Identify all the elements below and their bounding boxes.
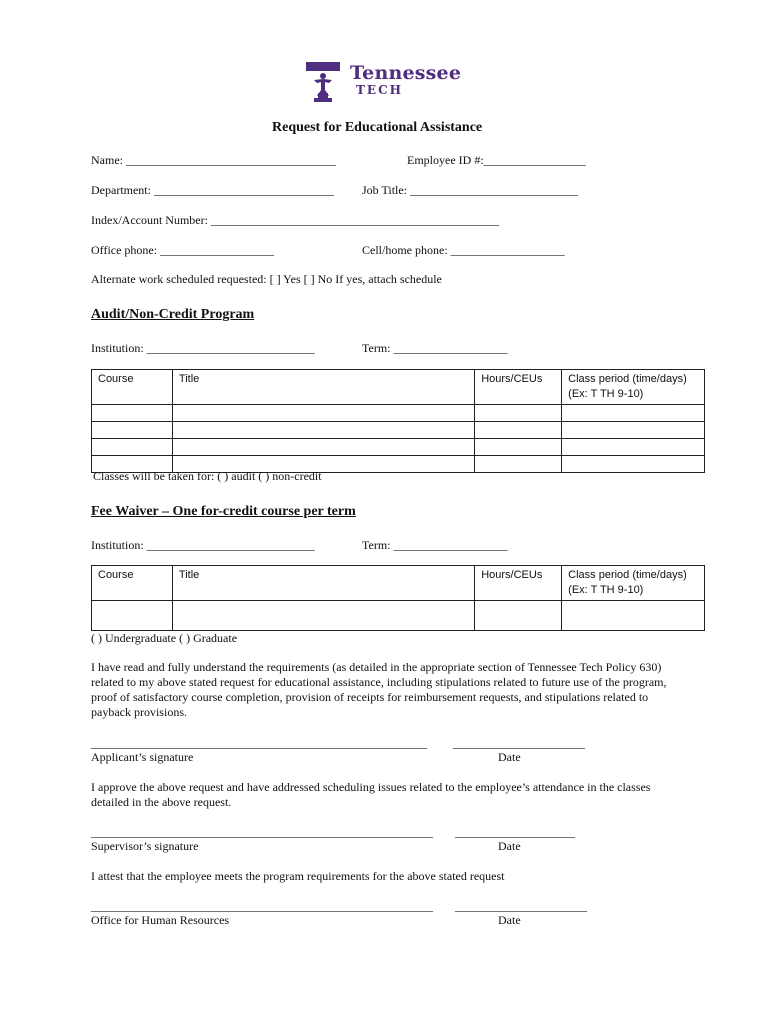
index-account-field[interactable]: Index/Account Number: ________________________________________________	[91, 213, 499, 227]
supervisor-date-label: Date	[498, 839, 521, 853]
logo-text-tech: TECH	[356, 83, 403, 97]
table-row[interactable]	[92, 422, 705, 439]
logo-text-tennessee: Tennessee	[350, 62, 462, 84]
column-header-course: Course	[98, 373, 134, 385]
audit-institution-field[interactable]: Institution: ____________________________	[91, 341, 315, 355]
column-header-class-period: Class period (time/days) (Ex: T TH 9-10)	[568, 373, 687, 400]
table-header-row	[92, 370, 705, 405]
column-header-hours: Hours/CEUs	[481, 569, 543, 581]
column-header-hours: Hours/CEUs	[481, 373, 543, 385]
supervisor-signature-line[interactable]: _________________________________________________________	[91, 825, 433, 839]
fee-waiver-section-heading: Fee Waiver – One for-credit course per term	[91, 504, 356, 519]
audit-course-table	[91, 369, 705, 473]
column-header-title: Title	[178, 373, 200, 385]
column-header-class-period: Class period (time/days) (Ex: T TH 9-10)	[568, 569, 687, 596]
job-title-field[interactable]: Job Title: ____________________________	[362, 183, 579, 197]
table-row[interactable]	[92, 405, 705, 422]
hr-date-label: Date	[498, 913, 521, 927]
supervisor-approval-statement: I approve the above request and have addressed scheduling issues related to the employee’s attendance in the classes detailed in the above request.	[91, 780, 651, 809]
hr-signature-label: Office for Human Resources	[91, 913, 230, 927]
office-phone-field[interactable]: Office phone: ___________________	[91, 243, 275, 257]
hr-date-line[interactable]: ______________________	[455, 899, 587, 913]
supervisor-signature-label: Supervisor’s signature	[91, 839, 199, 853]
audit-term-field[interactable]: Term: ___________________	[362, 341, 508, 355]
alternate-schedule-field[interactable]: Alternate work scheduled requested: [ ] Yes [ ] No If yes, attach schedule	[91, 272, 442, 286]
tennessee-tech-logo	[304, 60, 474, 104]
tt-logo-mark-icon	[304, 60, 344, 104]
hr-signature-line[interactable]: _________________________________________________________	[91, 899, 433, 913]
table-row[interactable]	[92, 601, 705, 631]
classes-taken-for-options[interactable]: Classes will be taken for: ( ) audit ( ) non-credit	[93, 469, 322, 483]
cell-phone-field[interactable]: Cell/home phone: ___________________	[362, 243, 565, 257]
department-field[interactable]: Department: ______________________________	[91, 183, 334, 197]
applicant-date-label: Date	[498, 750, 521, 764]
fee-waiver-institution-field[interactable]: Institution: ____________________________	[91, 538, 315, 552]
applicant-date-line[interactable]: ______________________	[453, 736, 585, 750]
fee-waiver-course-table	[91, 565, 705, 631]
fee-waiver-term-field[interactable]: Term: ___________________	[362, 538, 508, 552]
audit-section-heading: Audit/Non-Credit Program	[91, 307, 255, 322]
column-header-course: Course	[98, 569, 134, 581]
requirements-statement: I have read and fully understand the requirements (as detailed in the appropriate section of Tennessee Tech Policy 630) related to my above stated request for educational assistance, including stipulations related to future use of the program, proof of satisfactory course completion, provision of receipts for reimbursement requests, and stipulations related to payback provisions.	[91, 660, 667, 719]
table-header-row	[92, 566, 705, 601]
applicant-signature-line[interactable]: ________________________________________________________	[91, 736, 427, 750]
employee-id-field[interactable]: Employee ID #:_________________	[407, 153, 586, 167]
column-header-title: Title	[178, 569, 200, 581]
form-title: Request for Educational Assistance	[272, 120, 483, 135]
table-row[interactable]	[92, 439, 705, 456]
supervisor-date-line[interactable]: ____________________	[455, 825, 575, 839]
hr-attestation-statement: I attest that the employee meets the program requirements for the above stated request	[91, 869, 505, 883]
name-field[interactable]: Name: ___________________________________	[91, 153, 336, 167]
applicant-signature-label: Applicant’s signature	[91, 750, 194, 764]
degree-level-options[interactable]: ( ) Undergraduate ( ) Graduate	[91, 631, 238, 645]
